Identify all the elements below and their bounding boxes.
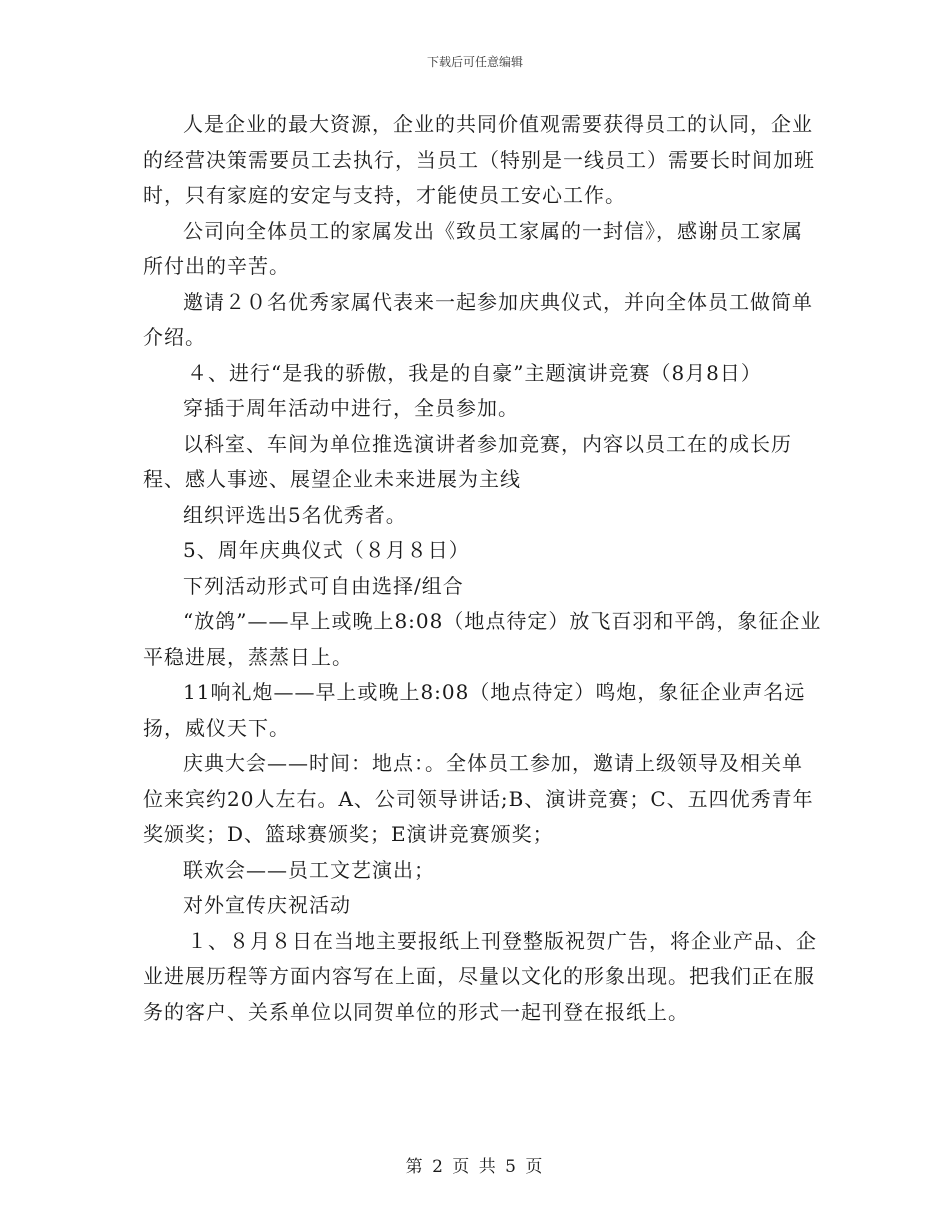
- document-body: [143, 107, 823, 1030]
- paragraph: 穿插于周年活动中进行，全员参加。: [183, 396, 519, 420]
- page-number: 第 2 页 共 5 页: [405, 1157, 545, 1177]
- paragraph: 5、周年庆典仪式（８月８日）: [183, 538, 470, 562]
- paragraph: 邀请２０名优秀家属代表来一起参加庆典仪式，并向全体员工做简单介绍。: [143, 289, 813, 349]
- paragraph: 联欢会——员工文艺演出；: [183, 857, 435, 882]
- paragraph: 人是企业的最大资源，企业的共同价值观需要获得员工的认同，企业的经营决策需要员工去执行，当员工（特别是一线员工）需要长时间加班时，只有家庭的安定与支持，才能使员工安心工作。: [143, 112, 815, 207]
- paragraph: 11响礼炮——早上或晚上8:08（地点待定）鸣炮，象征企业声名远扬，威仪天下。: [143, 680, 806, 740]
- paragraph: 下列活动形式可自由选择/组合: [183, 573, 464, 598]
- paragraph: １、８月８日在当地主要报纸上刊登整版祝贺广告，将企业产品、企业进展历程等方面内容写在上面，尽量以文化的形象出现。把我们正在服务的客户、关系单位以同贺单位的形式一起刊登在报纸上。: [143, 928, 817, 1024]
- paragraph: 对外宣传庆祝活动: [183, 893, 351, 917]
- paragraph: “放鸽”——早上或晚上8:08（地点待定）放飞百羽和平鸽，象征企业平稳进展，蒸蒸日上。: [143, 609, 822, 669]
- paragraph: 公司向全体员工的家属发出《致员工家属的一封信》，感谢员工家属所付出的辛苦。: [143, 218, 803, 278]
- page-header: 下载后可任意编辑: [426, 55, 523, 69]
- paragraph: ４、进行“是我的骄傲，我是的自豪”主题演讲竞赛（8月8日）: [187, 360, 762, 385]
- paragraph: 组织评选出5名优秀者。: [183, 502, 407, 527]
- paragraph: 庆典大会——时间：地点：。全体员工参加，邀请上级领导及相关单位来宾约20人左右。A、公司领导讲话;B、演讲竞赛；C、五四优秀青年奖颁奖；D、篮球赛颁奖；E演讲竞赛颁奖；: [143, 751, 814, 846]
- paragraph: 以科室、车间为单位推选演讲者参加竞赛，内容以员工在的成长历程、感人事迹、展望企业未来进展为主线: [143, 431, 792, 491]
